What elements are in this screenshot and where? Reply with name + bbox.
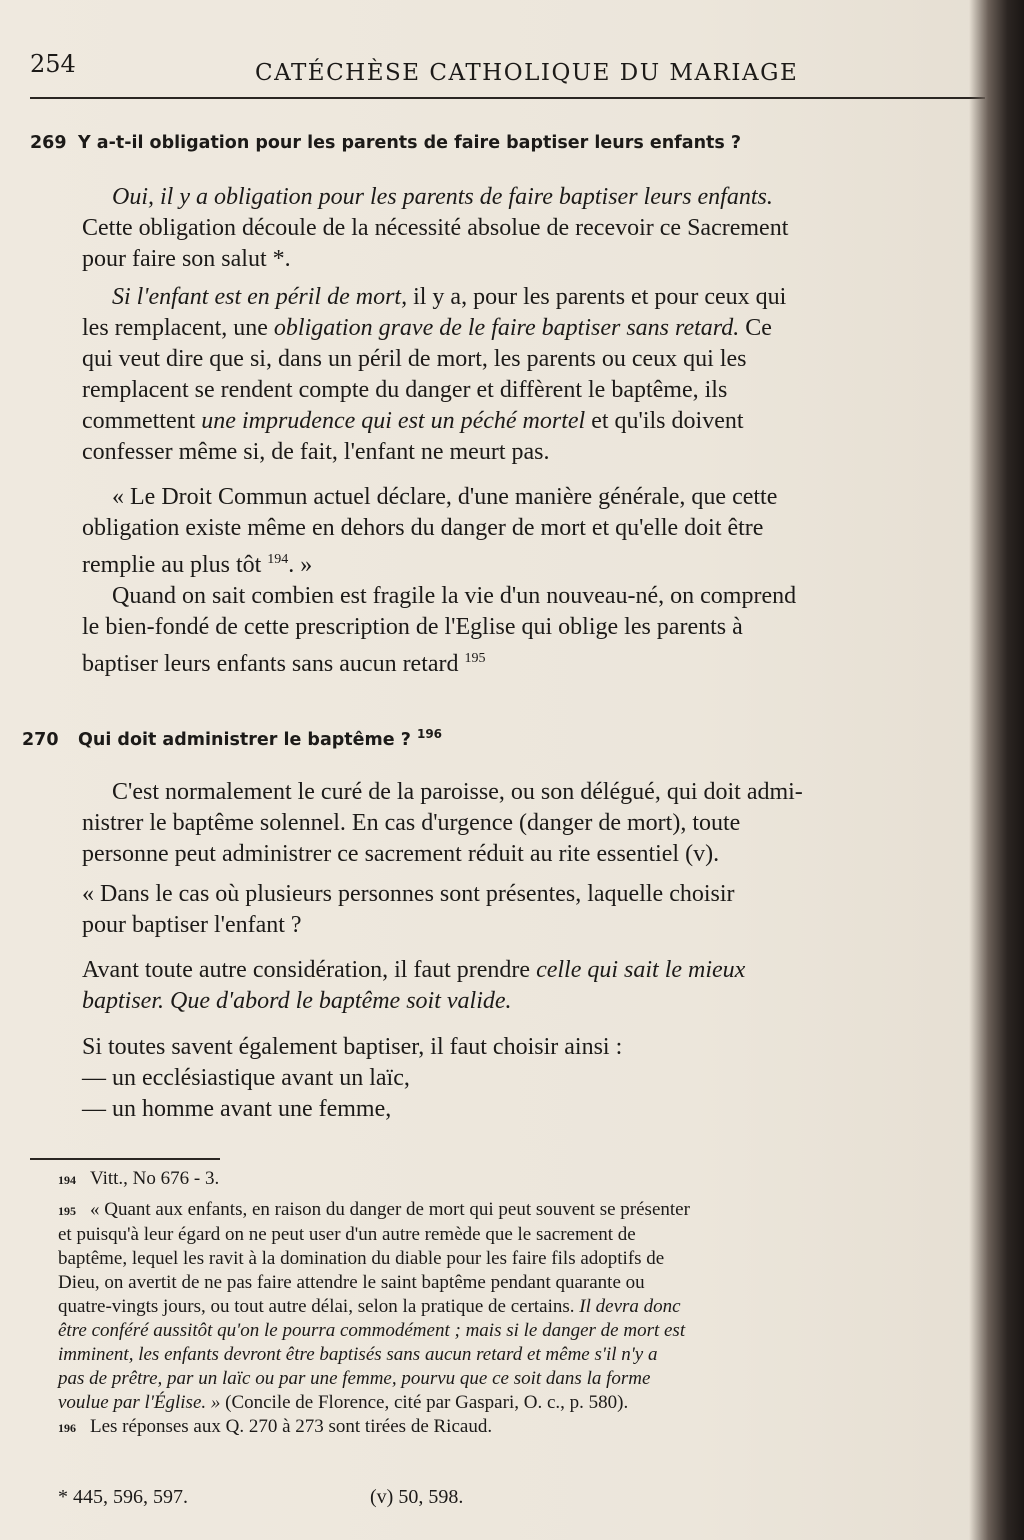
answer-line: Avant toute autre considération, il faut prendre — [82, 957, 537, 983]
footnote-195 — [58, 1198, 963, 1415]
footnote-ref-194: 194 — [267, 552, 289, 567]
footnote-rule — [30, 1158, 220, 1160]
list-item: — un ecclésiastique avant un laïc, — [82, 1065, 410, 1091]
footnote-mark: 194 — [58, 1173, 76, 1187]
cross-reference-asterisk: * 445, 596, 597. — [58, 1486, 188, 1508]
answer-line: remplacent se rendent compte du danger et diffèrent le baptême, ils — [82, 377, 728, 403]
footnote-text: (Concile de Florence, cité par Gaspari, O. c., p. 580). — [220, 1392, 629, 1413]
running-title: CATÉCHÈSE CATHOLIQUE DU MARIAGE — [255, 60, 799, 86]
answer-270-paragraph-2 — [82, 879, 982, 941]
answer-line: remplie au plus tôt — [82, 552, 262, 578]
footnote-text: baptême, lequel les ravit à la domination du diable pour les faire fils adoptifs de — [58, 1248, 665, 1269]
answer-line: Oui, il y a obligation pour les parents de faire baptiser leurs enfants. — [112, 184, 773, 210]
answer-line: « Dans le cas où plusieurs personnes sont présentes, laquelle choisir — [82, 881, 735, 907]
answer-line: une imprudence qui est un péché mortel — [201, 408, 586, 434]
answer-line: baptiser. Que d'abord le baptême soit valide. — [82, 988, 512, 1014]
footnote-text: imminent, les enfants devront être baptisés sans aucun retard et même s'il n'y a — [58, 1344, 658, 1365]
footnote-text: être conféré aussitôt qu'on le pourra commodément ; mais si le danger de mort est — [58, 1320, 686, 1341]
book-gutter-shadow — [969, 0, 1024, 1540]
footnote-ref-196: 196 — [416, 727, 443, 741]
answer-line: pour faire son salut *. — [82, 246, 291, 272]
header-rule — [30, 97, 985, 99]
answer-line: personne peut administrer ce sacrement réduit au rite essentiel (v). — [82, 841, 720, 867]
answer-line: il y a, pour les parents et pour ceux qui — [407, 284, 787, 310]
footnote-text: Vitt., No 676 - 3. — [90, 1168, 220, 1189]
question-text: Y a-t-il obligation pour les parents de faire baptiser leurs enfants ? — [78, 133, 742, 153]
footnote-ref-195: 195 — [464, 651, 486, 666]
footnote-text: Il devra donc — [579, 1296, 681, 1317]
answer-line: pour baptiser l'enfant ? — [82, 912, 302, 938]
answer-270-paragraph-3 — [82, 955, 982, 1017]
answer-line: Cette obligation découle de la nécessité absolue de recevoir ce Sacrement — [82, 215, 789, 241]
answer-line: commettent — [82, 408, 202, 434]
answer-line: obligation grave de le faire baptiser sans retard. — [273, 315, 740, 341]
question-number: 270 — [22, 729, 59, 750]
answer-line: obligation existe même en dehors du danger de mort et qu'elle doit être — [82, 515, 764, 541]
question-269-heading — [30, 133, 741, 153]
answer-line: Quand on sait combien est fragile la vie d'un nouveau-né, on comprend — [112, 583, 797, 609]
answer-270-paragraph-4 — [82, 1032, 982, 1125]
footnote-text: voulue par l'Église. » — [58, 1392, 221, 1413]
footnote-mark: 195 — [58, 1204, 76, 1218]
answer-line: qui veut dire que si, dans un péril de mort, les parents ou ceux qui les — [82, 346, 747, 372]
footnote-text: et puisqu'à leur égard on ne peut user d'un autre remède que le sacrement de — [58, 1224, 636, 1245]
answer-line: Si toutes savent également baptiser, il faut choisir ainsi : — [82, 1034, 623, 1060]
question-text: Qui doit administrer le baptême ? — [78, 729, 411, 750]
footnote-text: Les réponses aux Q. 270 à 273 sont tirées de Ricaud. — [90, 1416, 493, 1437]
answer-line: le bien-fondé de cette prescription de l'Eglise qui oblige les parents à — [82, 614, 743, 640]
answer-269-paragraph-1 — [82, 182, 982, 275]
answer-line: baptiser leurs enfants sans aucun retard — [82, 651, 459, 677]
answer-line: celle qui sait le mieux — [536, 957, 746, 983]
answer-270-paragraph-1 — [82, 777, 982, 870]
list-item: — un homme avant une femme, — [82, 1096, 392, 1122]
footnote-text: Dieu, on avertit de ne pas faire attendre le saint baptême pendant quarante ou — [58, 1272, 645, 1293]
answer-line: confesser même si, de fait, l'enfant ne meurt pas. — [82, 439, 550, 465]
footnote-text: pas de prêtre, par un laïc ou par une femme, pourvu que ce soit dans la forme — [58, 1368, 651, 1389]
question-270-heading — [22, 727, 442, 750]
answer-269-paragraph-3 — [82, 482, 982, 581]
answer-line: C'est normalement le curé de la paroisse, ou son délégué, qui doit admi- — [112, 779, 803, 805]
footnote-196 — [58, 1415, 963, 1440]
cross-reference-v: (v) 50, 598. — [370, 1486, 464, 1508]
answer-line: « Le Droit Commun actuel déclare, d'une manière générale, que cette — [112, 484, 778, 510]
question-number: 269 — [30, 133, 67, 153]
page-header — [30, 50, 980, 92]
answer-269-paragraph-2 — [82, 282, 982, 468]
answer-line: et qu'ils doivent — [585, 408, 744, 434]
footnote-text: « Quant aux enfants, en raison du danger de mort qui peut souvent se présenter — [90, 1199, 690, 1220]
page-number: 254 — [30, 50, 76, 78]
answer-line: les remplacent, une — [82, 315, 274, 341]
footnote-mark: 196 — [58, 1421, 76, 1435]
answer-line: Ce — [739, 315, 772, 341]
answer-line: nistrer le baptême solennel. En cas d'urgence (danger de mort), toute — [82, 810, 741, 836]
footnotes — [58, 1167, 963, 1440]
footnote-194 — [58, 1167, 963, 1192]
answer-269-paragraph-4 — [82, 581, 982, 680]
footnote-text: quatre-vingts jours, ou tout autre délai, selon la pratique de certains. — [58, 1296, 580, 1317]
answer-line: Si l'enfant est en péril de mort, — [112, 284, 408, 310]
answer-line: . » — [288, 552, 313, 578]
